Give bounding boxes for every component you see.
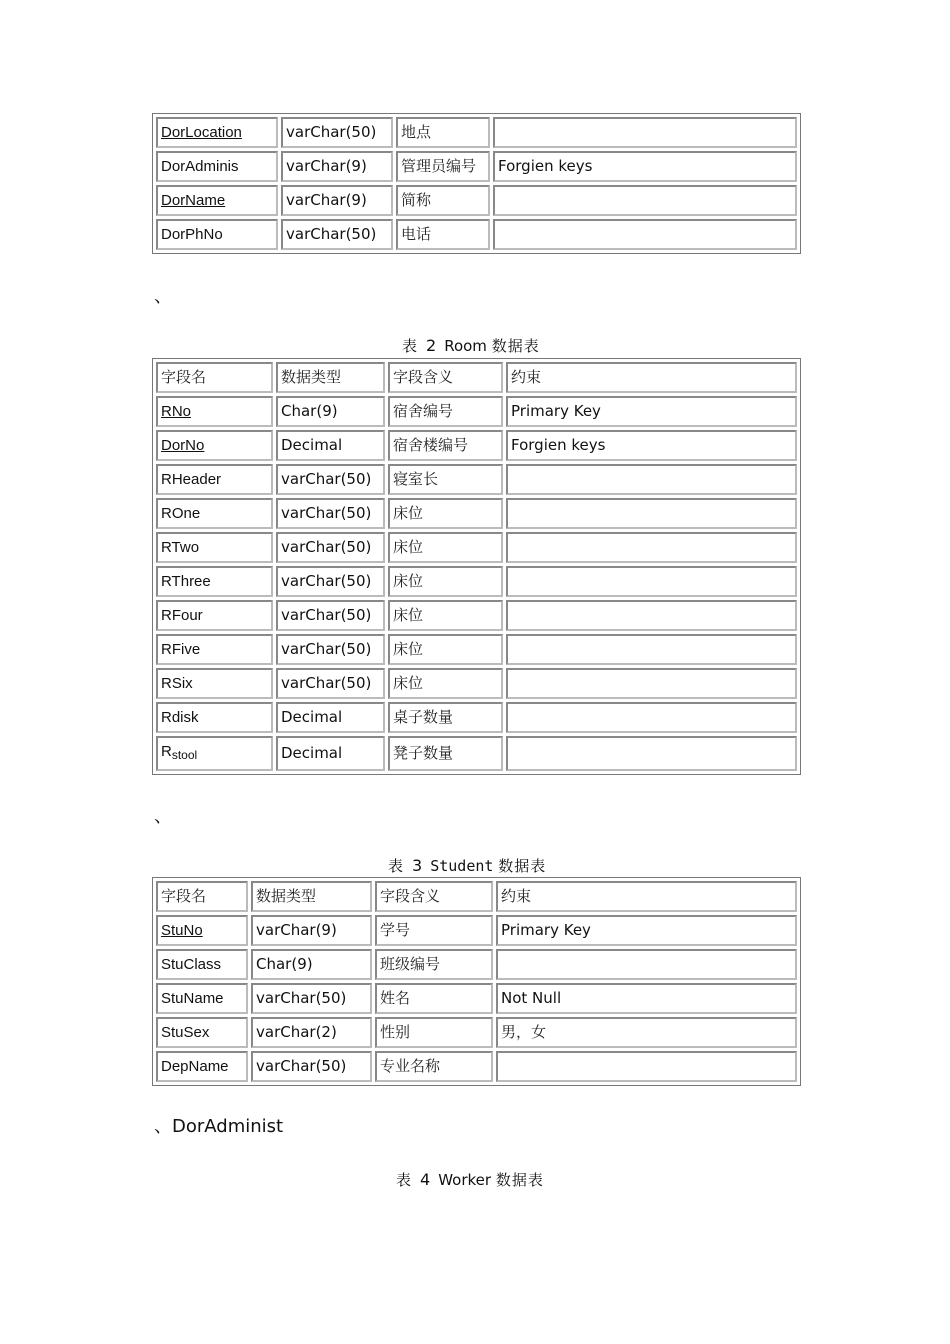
data-type-cell: Char(9)	[276, 396, 385, 427]
field-meaning-cell: 管理员编号	[396, 151, 490, 182]
data-type-cell: varChar(50)	[276, 464, 385, 495]
table-row	[156, 1051, 797, 1082]
field-meaning-cell: 桌子数量	[388, 702, 503, 733]
data-type-cell: varChar(9)	[281, 151, 393, 182]
constraint-cell	[506, 532, 797, 563]
field-name-subscript: stool	[171, 748, 198, 762]
caption-number: 3	[412, 856, 423, 875]
data-type-cell: varChar(50)	[276, 532, 385, 563]
field-meaning-cell: 床位	[388, 600, 503, 631]
constraint-cell: Not Null	[496, 983, 797, 1014]
field-meaning-cell: 床位	[388, 566, 503, 597]
data-type-cell: varChar(9)	[251, 915, 372, 946]
table-row	[156, 185, 797, 216]
field-meaning-cell: 寝室长	[388, 464, 503, 495]
header-constraint: 约束	[506, 362, 797, 393]
data-type-cell: varChar(50)	[276, 634, 385, 665]
dormitory-table	[152, 113, 801, 254]
caption-suffix: 数据表	[498, 857, 547, 875]
caption-prefix: 表	[396, 1171, 413, 1189]
header-field-meaning: 字段含义	[388, 362, 503, 393]
data-type-cell: varChar(2)	[251, 1017, 372, 1048]
header-field-name: 字段名	[156, 881, 248, 912]
field-meaning-cell: 班级编号	[375, 949, 493, 980]
constraint-cell	[496, 1051, 797, 1082]
table-header-row	[156, 362, 797, 393]
table-row	[156, 219, 797, 250]
table-row	[156, 983, 797, 1014]
constraint-cell	[493, 185, 797, 216]
table-row	[156, 600, 797, 631]
student-table	[152, 877, 801, 1086]
section-separator: 、	[154, 806, 172, 827]
table-row	[156, 117, 797, 148]
constraint-cell: Primary Key	[496, 915, 797, 946]
field-meaning-cell: 简称	[396, 185, 490, 216]
constraint-cell	[506, 634, 797, 665]
table-row	[156, 151, 797, 182]
caption-prefix: 表	[388, 857, 405, 875]
data-type-cell: Decimal	[276, 430, 385, 461]
header-field-meaning: 字段含义	[375, 881, 493, 912]
field-name-cell: RFive	[156, 634, 273, 665]
field-name-cell: DorPhNo	[156, 219, 278, 250]
header-data-type: 数据类型	[251, 881, 372, 912]
constraint-cell	[493, 219, 797, 250]
field-name-cell: DepName	[156, 1051, 248, 1082]
header-data-type: 数据类型	[276, 362, 385, 393]
table-row	[156, 915, 797, 946]
constraint-cell	[506, 600, 797, 631]
data-type-cell: varChar(50)	[281, 117, 393, 148]
field-name-cell: StuClass	[156, 949, 248, 980]
data-type-cell: varChar(50)	[276, 498, 385, 529]
student-table-caption	[388, 855, 546, 876]
table-row	[156, 736, 797, 771]
data-type-cell: varChar(9)	[281, 185, 393, 216]
table-row	[156, 396, 797, 427]
table-row	[156, 430, 797, 461]
table-row	[156, 532, 797, 563]
section-heading: 、DorAdminist	[154, 1116, 284, 1137]
room-table	[152, 358, 801, 775]
field-meaning-cell: 宿舍编号	[388, 396, 503, 427]
field-name-cell: RFour	[156, 600, 273, 631]
field-name-cell	[156, 736, 273, 771]
constraint-cell	[506, 464, 797, 495]
field-name-cell: RTwo	[156, 532, 273, 563]
field-name-cell: StuSex	[156, 1017, 248, 1048]
caption-suffix: 数据表	[491, 337, 540, 355]
field-meaning-cell: 姓名	[375, 983, 493, 1014]
field-meaning-cell: 凳子数量	[388, 736, 503, 771]
data-type-cell: varChar(50)	[276, 600, 385, 631]
field-meaning-cell: 床位	[388, 668, 503, 699]
caption-name: Room	[444, 337, 487, 355]
field-name-cell: RHeader	[156, 464, 273, 495]
caption-number: 4	[420, 1170, 431, 1189]
table-row	[156, 668, 797, 699]
field-name-cell: Rdisk	[156, 702, 273, 733]
data-type-cell: varChar(50)	[281, 219, 393, 250]
caption-suffix: 数据表	[495, 1171, 544, 1189]
field-name-cell: StuName	[156, 983, 248, 1014]
caption-number: 2	[426, 336, 437, 355]
constraint-cell	[506, 702, 797, 733]
field-meaning-cell: 电话	[396, 219, 490, 250]
table-row	[156, 634, 797, 665]
field-name-cell: DorNo	[156, 430, 273, 461]
constraint-cell: Forgien keys	[506, 430, 797, 461]
field-name-cell: RNo	[156, 396, 273, 427]
constraint-cell	[506, 668, 797, 699]
header-constraint: 约束	[496, 881, 797, 912]
data-type-cell: Decimal	[276, 702, 385, 733]
data-type-cell: varChar(50)	[251, 983, 372, 1014]
constraint-cell: 男，女	[496, 1017, 797, 1048]
table-row	[156, 1017, 797, 1048]
field-name-cell: RSix	[156, 668, 273, 699]
caption-name: Student	[430, 857, 494, 875]
constraint-cell	[506, 736, 797, 771]
field-name-main: R	[161, 743, 172, 760]
table-row	[156, 464, 797, 495]
field-name-cell: DorLocation	[156, 117, 278, 148]
data-type-cell: varChar(50)	[251, 1051, 372, 1082]
field-meaning-cell: 性别	[375, 1017, 493, 1048]
caption-prefix: 表	[402, 337, 419, 355]
worker-table-caption	[396, 1169, 544, 1190]
table-row	[156, 566, 797, 597]
caption-name: Worker	[438, 1171, 492, 1189]
field-name-cell: RThree	[156, 566, 273, 597]
section-separator: 、	[154, 286, 172, 307]
field-meaning-cell: 学号	[375, 915, 493, 946]
table-row	[156, 949, 797, 980]
field-name-cell: DorAdminis	[156, 151, 278, 182]
field-name-cell: ROne	[156, 498, 273, 529]
field-meaning-cell: 宿舍楼编号	[388, 430, 503, 461]
data-type-cell: Char(9)	[251, 949, 372, 980]
field-meaning-cell: 床位	[388, 634, 503, 665]
constraint-cell	[506, 566, 797, 597]
field-meaning-cell: 地点	[396, 117, 490, 148]
field-meaning-cell: 床位	[388, 498, 503, 529]
constraint-cell	[506, 498, 797, 529]
constraint-cell	[496, 949, 797, 980]
header-field-name: 字段名	[156, 362, 273, 393]
constraint-cell: Primary Key	[506, 396, 797, 427]
field-name-cell: DorName	[156, 185, 278, 216]
field-meaning-cell: 专业名称	[375, 1051, 493, 1082]
constraint-cell: Forgien keys	[493, 151, 797, 182]
data-type-cell: varChar(50)	[276, 668, 385, 699]
data-type-cell: Decimal	[276, 736, 385, 771]
table-header-row	[156, 881, 797, 912]
data-type-cell: varChar(50)	[276, 566, 385, 597]
room-table-caption	[402, 335, 540, 356]
table-row	[156, 498, 797, 529]
constraint-cell	[493, 117, 797, 148]
field-meaning-cell: 床位	[388, 532, 503, 563]
table-row	[156, 702, 797, 733]
field-name-cell: StuNo	[156, 915, 248, 946]
